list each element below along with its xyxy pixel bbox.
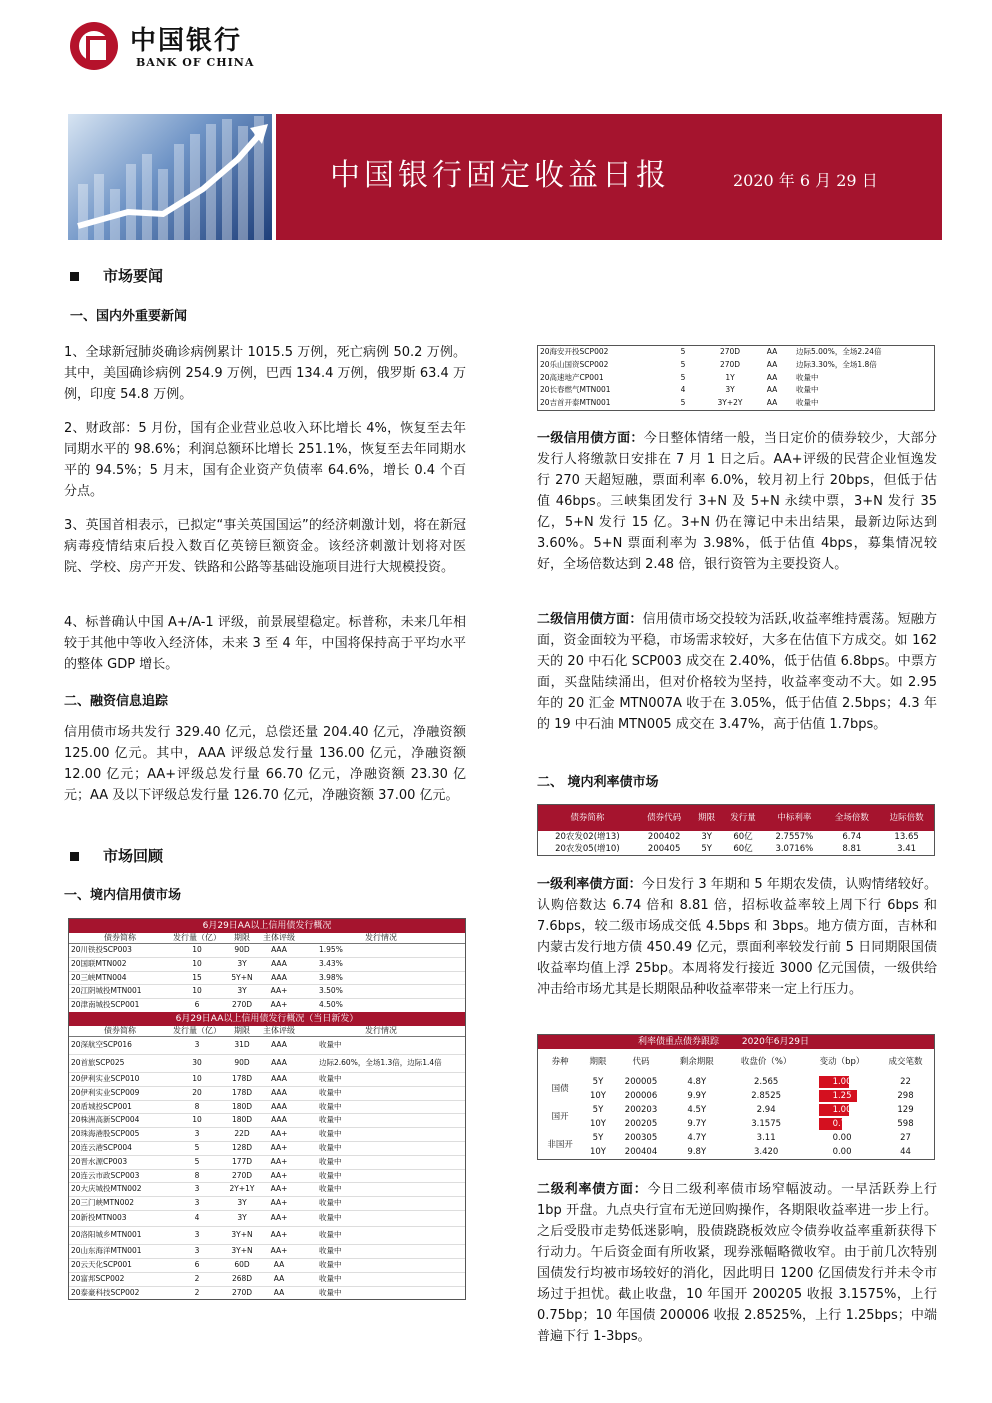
table-cell: 20云天化SCP001 xyxy=(69,1258,171,1272)
change-value: 0.00 xyxy=(832,1133,852,1143)
table-row xyxy=(69,1197,465,1211)
table-cell: 3 xyxy=(171,1244,223,1258)
table-cell: AA xyxy=(261,1286,297,1299)
table-cell: 收量中 xyxy=(297,1286,465,1299)
table-cell: AA+ xyxy=(261,1169,297,1183)
table-cell: 2Y+1Y xyxy=(223,1183,261,1197)
col-header: 收盘价（%） xyxy=(725,1049,807,1075)
table-cell: 6.74 xyxy=(842,832,862,842)
table-cell: 收量中 xyxy=(297,1272,465,1286)
table-cell: 收量中 xyxy=(297,1141,465,1155)
col-header: 期限 xyxy=(223,933,261,944)
group-label: 国债 xyxy=(551,1084,569,1094)
table-cell: 10 xyxy=(171,1072,223,1086)
table-cell: 270D xyxy=(223,1286,261,1299)
subheading-credit: 一、境内信用债市场 xyxy=(64,888,182,903)
table-cell: 2 xyxy=(171,1272,223,1286)
table-cell: 1.95% xyxy=(297,944,465,958)
table-row xyxy=(69,1244,465,1258)
subheading-news: 一、国内外重要新闻 xyxy=(70,309,188,324)
table-cell: 270D xyxy=(719,347,741,356)
table-cell: 2.7557% xyxy=(775,832,814,842)
table-row xyxy=(69,1169,465,1183)
table-cell: 13.65 xyxy=(894,832,919,842)
col-header: 债券简称 xyxy=(538,805,637,831)
table-cell: 收量中 xyxy=(796,372,819,382)
table-cell: 60亿 xyxy=(733,832,753,842)
table-cell: 20首旅SCP025 xyxy=(69,1054,171,1072)
table-cell: 4.5Y xyxy=(687,1105,707,1115)
banner-image xyxy=(68,114,272,240)
table-row xyxy=(538,1089,934,1103)
table-row xyxy=(538,372,934,385)
table-cell: 20国联MTN002 xyxy=(69,957,171,971)
table-row xyxy=(69,1054,465,1072)
table-cell: 2.8525 xyxy=(751,1091,782,1101)
table-cell: 178D xyxy=(223,1086,261,1100)
financing-text: 信用债市场共发行 329.40 亿元，总偿还量 204.40 亿元，净融资额 125.00 亿元。其中，AAA 评级总发行量 136.00 亿元，净融资额 12.00 亿元；AA+评级总发行量 66.70 亿元，净融资额 23.30 亿元；AA 及以下评级总发行量 126.70 亿元，净融资额 37.00 亿元。 xyxy=(64,725,466,803)
table-cell: AAA xyxy=(261,1100,297,1114)
change-bar-cell xyxy=(807,1089,877,1103)
table-row xyxy=(69,1128,465,1142)
table-cell: 4 xyxy=(171,1210,223,1226)
table-cell: 20海安开投SCP002 xyxy=(540,347,609,356)
table-row xyxy=(538,1145,934,1159)
table-cell: 5Y xyxy=(592,1133,604,1143)
table-cell: 298 xyxy=(897,1091,914,1101)
table-cell: 3Y xyxy=(701,832,712,842)
table-cell: 4.50% xyxy=(297,999,465,1012)
table-cell: 收量中 xyxy=(297,1086,465,1100)
table-cell: 200203 xyxy=(624,1105,658,1115)
table-cell: 180D xyxy=(223,1114,261,1128)
report-date: 2020 年 6 月 29 日 xyxy=(733,171,878,190)
col-header: 发行情况 xyxy=(297,1026,465,1037)
table-cell: 20富邦SCP002 xyxy=(69,1272,171,1286)
table-cell: 268D xyxy=(223,1272,261,1286)
table-cell: 3Y+N xyxy=(223,1244,261,1258)
col-header: 期限 xyxy=(692,805,722,831)
table-cell: 2 xyxy=(171,1286,223,1299)
table-cell: AAA xyxy=(261,1086,297,1100)
table-cell: 10 xyxy=(171,985,223,999)
change-bar-cell xyxy=(807,1145,877,1159)
bank-logo xyxy=(70,20,270,72)
subheading-rates: 二、 境内利率债市场 xyxy=(537,775,659,790)
table-row xyxy=(69,944,465,958)
table-cell: 15 xyxy=(171,971,223,985)
table-cell: 9.9Y xyxy=(687,1091,707,1101)
col-header: 期限 xyxy=(223,1026,261,1037)
table-cell: AA+ xyxy=(261,1210,297,1226)
table-cell: AAA xyxy=(261,971,297,985)
change-bar-cell xyxy=(807,1131,877,1145)
col-header: 边际倍数 xyxy=(879,805,934,831)
table-cell: 20连云港SCP004 xyxy=(69,1141,171,1155)
table-cell: 5Y xyxy=(592,1105,604,1115)
change-value: 1.00 xyxy=(832,1105,852,1115)
table-cell: 3.11 xyxy=(756,1133,776,1143)
news-item-3: 3、英国首相表示，已拟定“事关英国国运”的经济刺激计划，将在新冠病毒疫情结束后投入数百亿英镑巨额资金。该经济刺激计划将对医院、学校、房产开发、铁路和公路等基础设施项目进行大规模投资。 xyxy=(64,518,466,575)
col-header: 主体评级 xyxy=(263,1025,295,1035)
table-cell: 收量中 xyxy=(297,1210,465,1226)
table-row xyxy=(69,1183,465,1197)
table-cell: 3 xyxy=(171,1226,223,1244)
table-cell: 2.94 xyxy=(756,1105,776,1115)
table-cell: 3Y xyxy=(223,957,261,971)
table-row xyxy=(538,384,934,397)
rate-secondary-text: 二级利率债方面：今日二级利率债市场窄幅波动。一早活跃券上行 1bp 开盘。九点央行宣布无逆回购操作，各期限收益率进一步上行。之后受股市走势低迷影响，股债跷跷板效应令债券收益率重新获得下行动力。午后资金面有所收紧，现券涨幅略微收窄。由于前几次特别国债发行均被市场较好的消化，因此明日 1200 亿国债发行并未令市场过于担忧。截止收盘，10 年国开 200205 收报 3.1575%，上行 0.75bp；10 年国债 200006 收报 2.8525%，上行 1.25bps；中端普遍下行 1-3bps。 xyxy=(537,1182,937,1344)
table-row xyxy=(69,999,465,1012)
table-cell: 3.1575 xyxy=(751,1119,782,1129)
table-cell: 6 xyxy=(171,1258,223,1272)
table-cell: AA xyxy=(766,372,778,382)
table-cell: 收量中 xyxy=(297,1155,465,1169)
table-cell: 收量中 xyxy=(297,1197,465,1211)
col-header: 主体评级 xyxy=(263,933,295,942)
table-cell: AAA xyxy=(261,1036,297,1054)
table-cell: 3Y+N xyxy=(223,1226,261,1244)
table-row xyxy=(69,957,465,971)
credit-primary-text: 一级信用债方面：今日整体情绪一般，当日定价的债券较少，大部分发行人将缴款日安排在 7 月 1 日之后。AA+评级的民营企业恒逸发行 270 天超短融，票面利率 6.0%，较月初上行 20bps，但低于估值 46bps。三峡集团发行 3+N 及 5+N 永续中票，3+N 发行 35 亿，5+N 发行 15 亿。3+N 仍在簿记中未出结果，最新边际达到 3.60%。5+N 票面利率为 3.98%，低于估值 4bps，募集情况较好，全场倍数达到 2.48 倍，银行资管为主要投资人。 xyxy=(537,431,937,572)
table-cell: 收量中 xyxy=(297,1072,465,1086)
table-row xyxy=(538,1131,934,1145)
table-cell: 10 xyxy=(171,1114,223,1128)
table-cell: AAA xyxy=(261,1072,297,1086)
table-row xyxy=(69,1272,465,1286)
table-caption: 6月29日AA以上信用债发行概况（当日新发） xyxy=(69,1012,465,1026)
table-cell: 90D xyxy=(223,1054,261,1072)
rate-primary-text: 一级利率债方面：今日发行 3 年期和 5 年期农发债，认购情绪较好。认购倍数达 6.74 倍和 8.81 倍，招标收益率较上周下行 6bps 和 7.6bps，较二级市场成交低 4.5bps 和 3bps。地方债方面，吉林和内蒙古发行地方债 450.49 亿元，票面利率较发行前 5 日同期限国债收益率均值上浮 25bp。本周将发行接近 3000 亿元国债，一级供给冲击给市场尤其是长期限品种收益率带来一定上行压力。 xyxy=(537,877,937,997)
table-cell: 收量中 xyxy=(297,1226,465,1244)
col-header: 券种 xyxy=(538,1049,582,1075)
table-cell: 20津南城投SCP001 xyxy=(69,999,171,1012)
credit-secondary-text: 二级信用债方面：信用债市场交投较为活跃,收益率维持震荡。短融方面，资金面较为平稳，市场需求较好，大多在估值下方成交。如 162 天的 20 中石化 SCP003 成交在 2.40%，低于估值 6.8bps。中票方面，买盘陆续涌出，但对价格较为坚持，收益率变动不大。如 2.95 年的 20 汇金 MTN007A 收于在 3.05%，低于估值 2.5bps；4.3 年的 19 中石油 MTN005 成交在 3.47%，高于估值 1.7bps。 xyxy=(537,612,937,732)
col-header: 发行量（亿） xyxy=(173,933,221,942)
table-cell: 3 xyxy=(171,1036,223,1054)
table-row xyxy=(538,359,934,372)
logo-cn: 中国银行 xyxy=(130,26,243,56)
table-row xyxy=(538,1103,934,1117)
table-cell: 90D xyxy=(223,944,261,958)
credit-issuance-table-cont xyxy=(537,345,935,411)
table-cell: 3Y xyxy=(223,1197,261,1211)
table-cell: 3Y xyxy=(223,985,261,999)
table-row xyxy=(69,1036,465,1054)
news-item-4: 4、标普确认中国 A+/A-1 评级，前景展望稳定。标普称，未来几年相较于其他中等收入经济体，未来 3 至 4 年，中国将保持高于平均水平的整体 GDP 增长。 xyxy=(64,615,466,672)
table-cell: AA xyxy=(766,359,778,369)
table-cell: 20长春燃气MTN001 xyxy=(540,385,611,395)
table-cell: 270D xyxy=(223,1169,261,1183)
logo-en: BANK OF CHINA xyxy=(136,56,255,69)
table-cell: 20三门峡MTN002 xyxy=(69,1197,171,1211)
table-cell: 598 xyxy=(897,1119,914,1129)
table-cell: 10 xyxy=(171,944,223,958)
news-item-1: 1、全球新冠肺炎确诊病例累计 1015.5 万例，死亡病例 50.2 万例。其中，美国确诊病例 254.9 万例，巴西 134.4 万例，俄罗斯 63.4 万例，印度 54.8 万例。 xyxy=(64,345,466,402)
col-header: 发行量 xyxy=(722,805,765,831)
change-value: 0.75 xyxy=(832,1119,852,1129)
table-cell: 20吉首开泰MTN001 xyxy=(540,398,611,408)
table-cell: 30 xyxy=(171,1054,223,1072)
table-cell: AA xyxy=(261,1272,297,1286)
table-cell: 20三峡MTN004 xyxy=(69,971,171,985)
col-header: 发行量（亿） xyxy=(173,1025,221,1035)
table-cell: 20珠海港股SCP005 xyxy=(69,1128,171,1142)
table-cell: 20盾城投SCP001 xyxy=(69,1100,171,1114)
table-cell: 3.43% xyxy=(297,957,465,971)
col-header: 中标利率 xyxy=(764,805,824,831)
table-cell: 收量中 xyxy=(297,1128,465,1142)
col-header: 变动（bp） xyxy=(807,1049,877,1075)
table-cell: 4.8Y xyxy=(687,1077,707,1087)
rate-tracking-table xyxy=(537,1034,935,1160)
table-cell: 3 xyxy=(171,1128,223,1142)
table-cell: 3.41 xyxy=(897,844,917,854)
table-cell: 8 xyxy=(171,1169,223,1183)
table-cell: 收量中 xyxy=(297,1244,465,1258)
table-cell: 10Y xyxy=(589,1091,606,1101)
change-value: 1.25 xyxy=(832,1091,852,1101)
table-row xyxy=(69,985,465,999)
table-cell: 200006 xyxy=(624,1091,658,1101)
table-cell: 9.8Y xyxy=(687,1147,707,1157)
table-cell: 3 xyxy=(171,1197,223,1211)
chart-growth-icon xyxy=(68,114,272,240)
table-cell: 5Y xyxy=(592,1077,604,1087)
table-cell: 200305 xyxy=(624,1133,658,1143)
change-bar-cell xyxy=(807,1075,877,1089)
square-bullet-icon xyxy=(70,272,79,281)
table-cell: 收量中 xyxy=(297,1036,465,1054)
table-row xyxy=(538,397,934,410)
table-cell: AA+ xyxy=(261,1226,297,1244)
table-row xyxy=(69,1086,465,1100)
boc-seal-icon xyxy=(70,22,118,70)
table-cell: 边际2.60%，全场1.3倍，边际1.4倍 xyxy=(297,1054,465,1072)
table-cell: 22D xyxy=(223,1128,261,1142)
table-row xyxy=(538,1075,934,1089)
change-bar-cell xyxy=(807,1103,877,1117)
table-row xyxy=(538,1117,934,1131)
table-cell: 5 xyxy=(171,1141,223,1155)
table-cell: 20乐山国资SCP002 xyxy=(540,359,609,369)
table-cell: AA+ xyxy=(261,1141,297,1155)
table-cell: AA xyxy=(766,385,778,395)
table-cell: 20大庆城投MTN002 xyxy=(69,1183,171,1197)
table-row xyxy=(538,831,934,843)
col-header: 发行情况 xyxy=(297,933,465,944)
table-cell: 收量中 xyxy=(796,385,819,395)
table-cell: 5 xyxy=(680,372,686,382)
table-cell: AA+ xyxy=(261,1244,297,1258)
table-cell: 31D xyxy=(223,1036,261,1054)
table-cell: 270D xyxy=(719,359,741,369)
change-bar-cell xyxy=(807,1117,877,1131)
credit-issuance-table xyxy=(68,918,466,1300)
table-cell: AA+ xyxy=(261,1183,297,1197)
table-cell: 5Y+N xyxy=(223,971,261,985)
table-cell: 5 xyxy=(680,359,686,369)
table-cell: 20洛阳城乡MTN001 xyxy=(69,1226,171,1244)
table-cell: 9.7Y xyxy=(687,1119,707,1129)
col-header: 债券简称 xyxy=(69,1026,171,1037)
table-cell: 22 xyxy=(900,1077,911,1087)
table-cell: 20农发05(增10) xyxy=(555,844,620,854)
table-cell: 8.81 xyxy=(842,844,862,854)
table-row xyxy=(69,1226,465,1244)
table-cell: 20高速地产CP001 xyxy=(540,372,604,382)
table-cell: AAA xyxy=(261,957,297,971)
table-cell: 3.98% xyxy=(297,971,465,985)
table-cell: 200205 xyxy=(624,1119,658,1129)
square-bullet-icon xyxy=(70,852,79,861)
table-cell: 5Y xyxy=(701,844,712,854)
table-cell: 3.50% xyxy=(297,985,465,999)
news-item-2: 2、财政部：5 月份，国有企业营业总收入环比增长 4%，恢复至去年同期水平的 98.6%；利润总额环比增长 251.1%，恢复至去年同期水平的 94.5%；5 月末，国有企业资产负债率 64.6%，增长 0.4 个百分点。 xyxy=(64,421,466,499)
table-row xyxy=(69,971,465,985)
table-cell: 收量中 xyxy=(297,1100,465,1114)
table-cell: 200402 xyxy=(647,832,681,842)
col-header: 全场倍数 xyxy=(824,805,879,831)
col-header: 代码 xyxy=(614,1049,669,1075)
table-cell: 10Y xyxy=(589,1147,606,1157)
table-cell: 44 xyxy=(900,1147,911,1157)
table-cell: 2.565 xyxy=(753,1077,779,1087)
table-cell: 20深航空SCP016 xyxy=(69,1036,171,1054)
rate-issuance-table xyxy=(537,804,935,856)
table-cell: AAA xyxy=(261,1054,297,1072)
table-cell: 收量中 xyxy=(796,398,819,408)
table-cell: 20山东海洋MTN001 xyxy=(69,1244,171,1258)
table-cell: 5 xyxy=(171,1155,223,1169)
table-row xyxy=(69,1286,465,1299)
table-cell: 20伊利实业SCP009 xyxy=(69,1086,171,1100)
table-cell: 129 xyxy=(897,1105,914,1115)
table-cell: AAA xyxy=(261,944,297,958)
table-cell: 20伊利实业SCP010 xyxy=(69,1072,171,1086)
table-cell: AA+ xyxy=(261,1155,297,1169)
table-cell: 6 xyxy=(171,999,223,1012)
table-cell: 20连云市政SCP003 xyxy=(69,1169,171,1183)
table-cell: 4.7Y xyxy=(687,1133,707,1143)
table-cell: 20株洲高新SCP004 xyxy=(69,1114,171,1128)
table-cell: 3 xyxy=(171,1183,223,1197)
table-cell: 128D xyxy=(223,1141,261,1155)
table-cell: 20江阴城投MTN001 xyxy=(69,985,171,999)
col-header: 期限 xyxy=(582,1049,613,1075)
table-cell: 5 xyxy=(680,347,686,356)
report-title: 中国银行固定收益日报 xyxy=(330,158,670,193)
table-row xyxy=(538,346,934,359)
table-cell: 1Y xyxy=(725,372,735,382)
table-cell: 边际5.00%，全场2.24倍 xyxy=(796,347,882,356)
col-header: 成交笔数 xyxy=(877,1049,934,1075)
table-cell: 200405 xyxy=(647,844,681,854)
group-label: 非国开 xyxy=(547,1140,573,1150)
table-cell: 20农发02(增13) xyxy=(555,832,620,842)
table-caption: 6月29日AA以上信用债发行概况 xyxy=(69,919,465,933)
table-cell: 边际3.30%，全场1.8倍 xyxy=(796,359,877,369)
table-cell: 177D xyxy=(223,1155,261,1169)
table-cell: AA+ xyxy=(261,1197,297,1211)
section-review: 市场回顾 xyxy=(70,845,163,866)
table-row xyxy=(69,1072,465,1086)
table-cell: 200404 xyxy=(624,1147,658,1157)
table-cell: 20 xyxy=(171,1086,223,1100)
table-cell: 10Y xyxy=(589,1119,606,1129)
table-cell: 收量中 xyxy=(297,1169,465,1183)
table-cell: 收量中 xyxy=(297,1258,465,1272)
table-row xyxy=(69,1100,465,1114)
table-cell: 3.420 xyxy=(753,1147,779,1157)
table-row xyxy=(69,1155,465,1169)
table-row xyxy=(69,1258,465,1272)
table-row xyxy=(538,843,934,855)
table-cell: 收量中 xyxy=(297,1114,465,1128)
col-header: 债券代码 xyxy=(637,805,692,831)
table-cell: 收量中 xyxy=(297,1183,465,1197)
table-cell: 3.0716% xyxy=(775,844,814,854)
table-cell: AA+ xyxy=(261,985,297,999)
table-row xyxy=(69,1210,465,1226)
col-header: 债券简称 xyxy=(69,933,171,944)
group-label: 国开 xyxy=(551,1112,569,1122)
table-cell: 60亿 xyxy=(733,844,753,854)
table-cell: 60D xyxy=(223,1258,261,1272)
table-cell: 270D xyxy=(223,999,261,1012)
table-cell: AA xyxy=(261,1258,297,1272)
table-cell: 3Y xyxy=(725,385,735,395)
section-market-news: 市场要闻 xyxy=(70,265,163,286)
table-cell: AA xyxy=(766,347,778,356)
table-cell: 5 xyxy=(680,398,686,408)
table-cell: AA+ xyxy=(261,999,297,1012)
table-caption: 利率债重点债券跟踪 2020年6月29日 xyxy=(538,1035,934,1049)
table-cell: 10 xyxy=(171,957,223,971)
change-value: 1.00 xyxy=(832,1077,852,1087)
table-row xyxy=(69,1114,465,1128)
table-cell: 4 xyxy=(680,385,686,395)
table-cell: 20晋水源CP003 xyxy=(69,1155,171,1169)
table-cell: 20川铁投SCP003 xyxy=(69,944,171,958)
table-cell: 20新投MTN003 xyxy=(69,1210,171,1226)
change-value: 0.00 xyxy=(832,1147,852,1157)
table-cell: 178D xyxy=(223,1072,261,1086)
table-row xyxy=(69,1141,465,1155)
table-cell: 3Y xyxy=(223,1210,261,1226)
table-cell: AA+ xyxy=(261,1128,297,1142)
table-cell: 200005 xyxy=(624,1077,658,1087)
table-cell: 8 xyxy=(171,1100,223,1114)
table-cell: 27 xyxy=(900,1133,911,1143)
table-cell: 20泰豪科技SCP002 xyxy=(69,1286,171,1299)
table-cell: AAA xyxy=(261,1114,297,1128)
subheading-financing: 二、融资信息追踪 xyxy=(64,694,169,709)
table-cell: 3Y+2Y xyxy=(717,398,743,408)
table-cell: 180D xyxy=(223,1100,261,1114)
col-header: 剩余期限 xyxy=(668,1049,725,1075)
table-cell: AA xyxy=(766,398,778,408)
